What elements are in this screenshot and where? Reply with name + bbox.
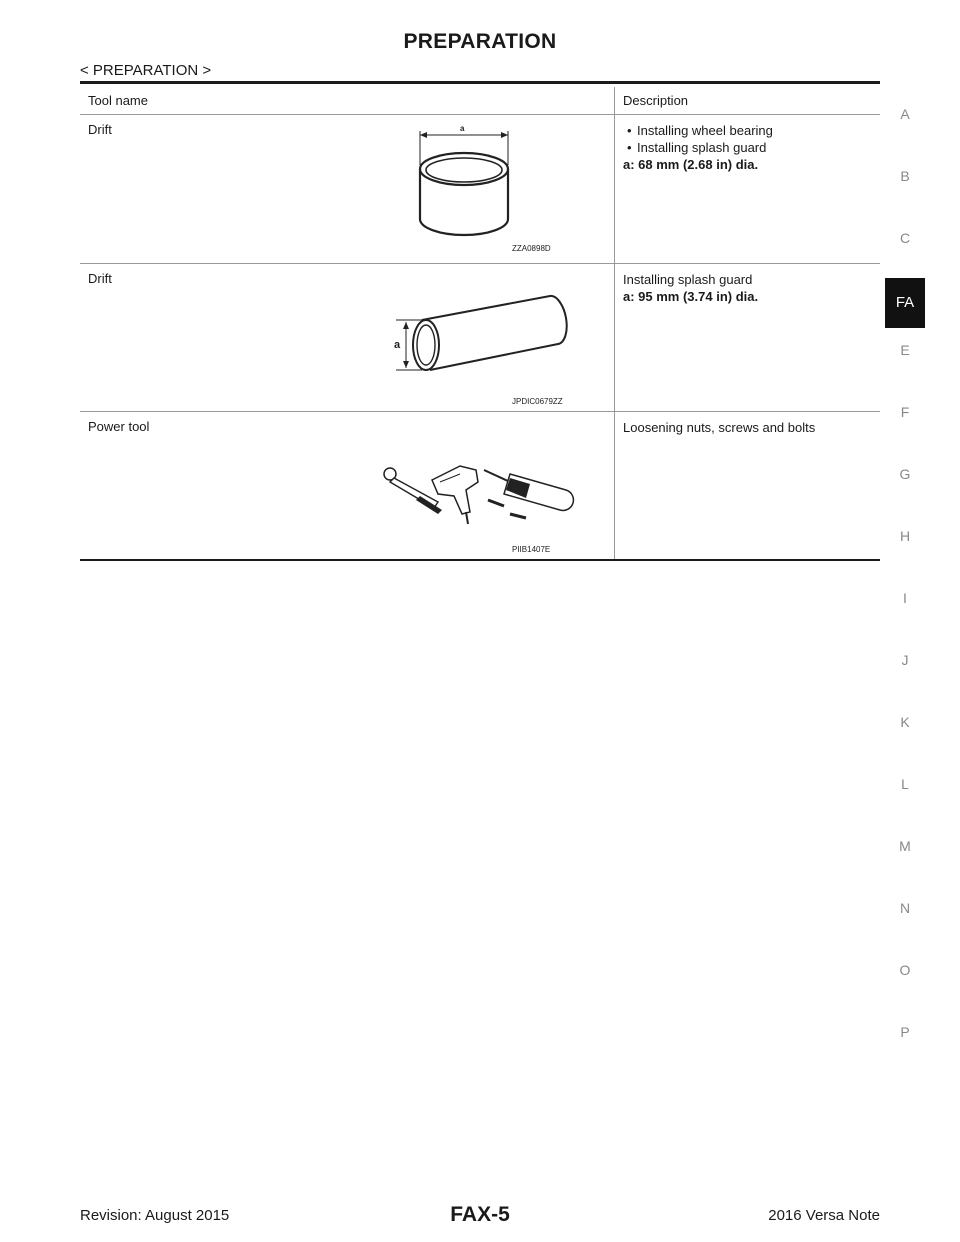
dimension-a-label: a bbox=[460, 125, 465, 133]
index-tab-e[interactable]: E bbox=[900, 342, 910, 358]
drift-ring-illustration bbox=[400, 125, 550, 253]
index-tab-i[interactable]: I bbox=[903, 590, 907, 606]
list-item: • Installing splash guard bbox=[623, 139, 872, 156]
figure-code: JPDIC0679ZZ bbox=[512, 397, 563, 406]
index-tab-m[interactable]: M bbox=[899, 838, 911, 854]
index-tab-fa[interactable]: FA bbox=[885, 278, 925, 328]
figure-code: ZZA0898D bbox=[512, 244, 551, 253]
index-tab-j[interactable]: J bbox=[901, 652, 909, 668]
index-tab-p[interactable]: P bbox=[900, 1024, 910, 1040]
table-row bbox=[80, 264, 880, 412]
tool-name-cell bbox=[80, 412, 615, 561]
dimension-a-label: a bbox=[394, 339, 401, 351]
drift-pipe-illustration bbox=[392, 290, 572, 390]
index-tab-k[interactable]: K bbox=[900, 714, 910, 730]
description-text: Installing splash guard bbox=[623, 272, 753, 287]
tool-name-cell bbox=[80, 115, 615, 264]
table-row bbox=[80, 115, 880, 264]
index-tab-c[interactable]: C bbox=[899, 230, 911, 246]
table-row bbox=[80, 412, 880, 561]
tool-name: Drift bbox=[88, 271, 112, 286]
tool-table bbox=[80, 87, 880, 561]
index-tab-n[interactable]: N bbox=[899, 900, 911, 916]
ratchet-icon bbox=[384, 468, 442, 514]
tool-name: Power tool bbox=[88, 419, 150, 434]
section-index-tabs bbox=[885, 104, 925, 1084]
description-cell bbox=[615, 264, 881, 412]
dimension-text: a: 95 mm (3.74 in) dia. bbox=[623, 289, 759, 304]
index-tab-a[interactable]: A bbox=[900, 106, 910, 122]
description-bullets bbox=[623, 122, 872, 156]
description-text: Loosening nuts, screws and bolts bbox=[623, 420, 816, 435]
power-tools-illustration bbox=[380, 460, 600, 540]
index-tab-h[interactable]: H bbox=[899, 528, 911, 544]
description-cell bbox=[615, 115, 881, 264]
list-item: • Installing wheel bearing bbox=[623, 122, 872, 139]
index-tab-o[interactable]: O bbox=[899, 962, 911, 978]
bit-icon bbox=[488, 500, 526, 518]
description-cell bbox=[615, 412, 881, 561]
column-header-tool-name: Tool name bbox=[80, 87, 615, 115]
table-header-row bbox=[80, 87, 880, 115]
index-tab-f[interactable]: F bbox=[900, 404, 910, 420]
dimension-text: a: 68 mm (2.68 in) dia. bbox=[623, 157, 759, 172]
header-rule bbox=[80, 81, 880, 84]
footer-model: 2016 Versa Note bbox=[768, 1207, 880, 1224]
index-tab-l[interactable]: L bbox=[901, 776, 909, 792]
index-tab-g[interactable]: G bbox=[899, 466, 911, 482]
impact-wrench-icon bbox=[432, 466, 478, 524]
column-header-description: Description bbox=[615, 87, 881, 115]
tool-name-cell bbox=[80, 264, 615, 412]
figure-code: PIIB1407E bbox=[512, 545, 551, 554]
footer-revision: Revision: August 2015 bbox=[80, 1207, 230, 1224]
tool-name: Drift bbox=[88, 122, 112, 137]
index-tab-b[interactable]: B bbox=[900, 168, 910, 184]
section-label: < PREPARATION > bbox=[80, 62, 212, 79]
page-title: PREPARATION bbox=[403, 30, 557, 53]
footer-page-number: FAX-5 bbox=[450, 1203, 510, 1226]
